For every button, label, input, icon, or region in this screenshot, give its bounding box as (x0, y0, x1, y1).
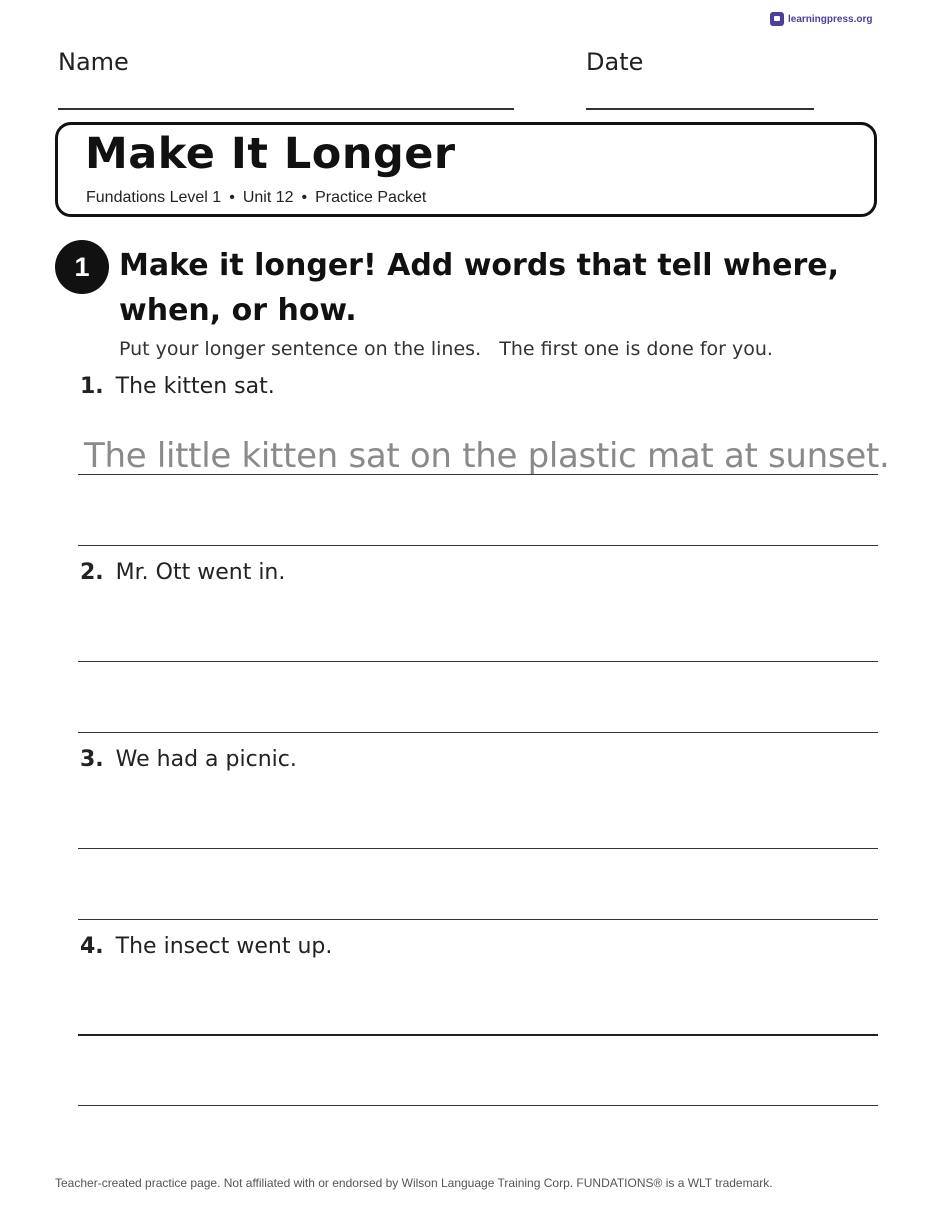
writing-line[interactable] (78, 1034, 878, 1036)
writing-line[interactable] (78, 474, 878, 475)
name-field[interactable] (58, 108, 514, 110)
item-number: 3. (80, 747, 104, 772)
writing-line[interactable] (78, 545, 878, 546)
date-field[interactable] (586, 108, 814, 110)
item-prompt (80, 934, 332, 959)
item-text: The insect went up. (115, 934, 333, 959)
date-label: Date (586, 48, 644, 76)
example-answer: The little kitten sat on the plastic mat at sunset. (84, 436, 890, 476)
item-number: 2. (80, 560, 104, 585)
item-text: We had a picnic. (115, 747, 297, 772)
section-number-badge: 1 (55, 240, 109, 294)
subtitle-level: Fundations Level 1 (86, 189, 222, 206)
learningpress-logo-icon (770, 12, 784, 26)
writing-line[interactable] (78, 919, 878, 920)
page-subtitle (86, 189, 426, 207)
brand-text: learningpress.org (788, 13, 873, 25)
item-prompt (80, 374, 275, 399)
subtitle-unit: Unit 12 (242, 189, 294, 206)
footer-disclaimer: Teacher-created practice page. Not affiliated with or endorsed by Wilson Language Training Corp. FUNDATIONS® is a WLT trademark. (55, 1176, 773, 1190)
subtitle-separator: • (229, 189, 235, 206)
subtitle-packet: Practice Packet (315, 189, 427, 206)
item-number: 1. (80, 374, 104, 399)
item-text: Mr. Ott went in. (115, 560, 286, 585)
writing-line[interactable] (78, 732, 878, 733)
item-prompt (80, 560, 285, 585)
writing-line[interactable] (78, 848, 878, 849)
name-label: Name (58, 48, 129, 76)
page-title: Make It Longer (85, 129, 456, 179)
writing-line[interactable] (78, 1105, 878, 1106)
section-instruction: Make it longer! Add words that tell where, when, or how. (119, 248, 839, 328)
writing-line[interactable] (78, 661, 878, 662)
brand-link[interactable] (770, 12, 872, 26)
item-prompt (80, 747, 297, 772)
item-text: The kitten sat. (115, 374, 275, 399)
title-box (55, 122, 877, 217)
section-directions: Put your longer sentence on the lines. The first one is done for you. (119, 338, 773, 360)
item-number: 4. (80, 934, 104, 959)
subtitle-separator: • (301, 189, 308, 206)
